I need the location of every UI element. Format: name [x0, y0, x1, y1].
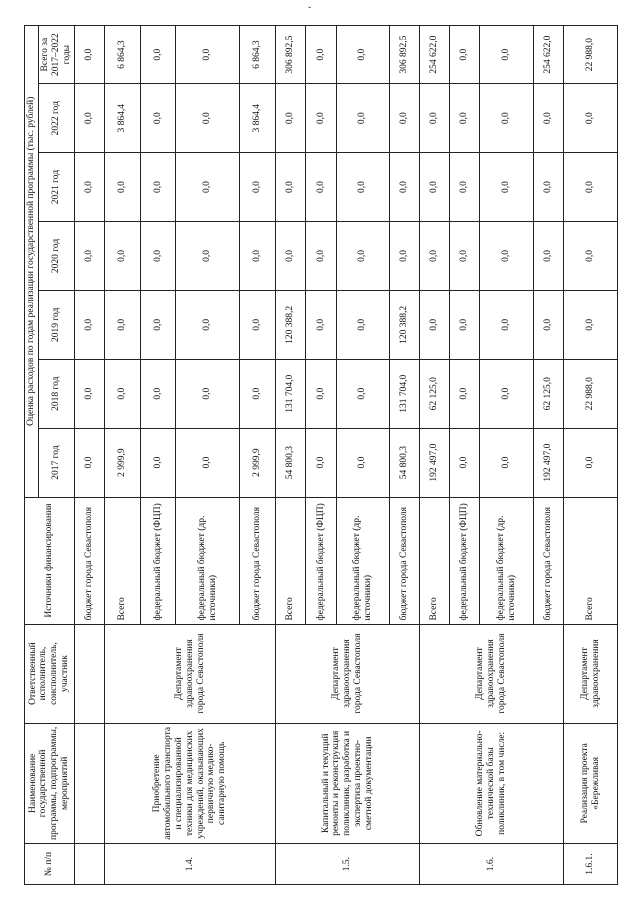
value-cell: 0,0: [534, 153, 564, 222]
row-responsible: Департамент здравоохранения города Севастополя: [104, 624, 276, 723]
row-responsible: Департамент здравоохранения: [564, 624, 618, 723]
header-year: 2022 год: [38, 84, 74, 153]
value-cell: 306 892,5: [390, 26, 420, 84]
value-cell: 0,0: [306, 359, 336, 428]
value-cell: 0,0: [176, 290, 240, 359]
value-cell: 3 864,4: [240, 84, 276, 153]
value-cell: 0,0: [176, 84, 240, 153]
value-cell: 0,0: [336, 153, 390, 222]
row-responsible: Департамент здравоохранения города Севастополя: [276, 624, 420, 723]
source-cell: федеральный бюджет (ФЦП): [450, 497, 480, 624]
value-cell: 0,0: [534, 290, 564, 359]
value-cell: 131 704,0: [276, 359, 306, 428]
value-cell: 0,0: [390, 153, 420, 222]
value-cell: 0,0: [564, 290, 618, 359]
value-cell: 0,0: [240, 359, 276, 428]
table-row: [104, 26, 140, 885]
value-cell: 0,0: [336, 222, 390, 291]
value-cell: 0,0: [450, 153, 480, 222]
source-cell: Всего: [104, 497, 140, 624]
value-cell: 192 497,0: [534, 428, 564, 497]
header-year: 2018 год: [38, 359, 74, 428]
value-cell: 0,0: [104, 222, 140, 291]
row-number: 1.6.: [420, 844, 564, 885]
value-cell: 62 125,0: [534, 359, 564, 428]
value-cell: 0,0: [450, 222, 480, 291]
value-cell: 0,0: [176, 26, 240, 84]
header-year: 2020 год: [38, 222, 74, 291]
source-cell: бюджет города Севастополя: [74, 497, 104, 624]
value-cell: 0,0: [336, 359, 390, 428]
source-cell: федеральный бюджет (др. источники): [336, 497, 390, 624]
source-cell: федеральный бюджет (др. источники): [480, 497, 534, 624]
value-cell: 0,0: [534, 84, 564, 153]
header-num: № п/п: [25, 844, 75, 885]
value-cell: 0,0: [240, 153, 276, 222]
value-cell: 0,0: [534, 222, 564, 291]
value-cell: 0,0: [306, 84, 336, 153]
value-cell: 0,0: [74, 153, 104, 222]
value-cell: 54 800,3: [276, 428, 306, 497]
source-cell: федеральный бюджет (др. источники): [176, 497, 240, 624]
value-cell: 3 864,4: [104, 84, 140, 153]
value-cell: 0,0: [480, 359, 534, 428]
value-cell: 0,0: [450, 359, 480, 428]
value-cell: 0,0: [74, 222, 104, 291]
value-cell: 0,0: [276, 84, 306, 153]
value-cell: 0,0: [74, 26, 104, 84]
value-cell: 131 704,0: [390, 359, 420, 428]
header-total: Всего за 2017–2022 годы: [38, 26, 74, 84]
header-year: 2021 год: [38, 153, 74, 222]
value-cell: 0,0: [140, 359, 176, 428]
value-cell: 22 988,0: [564, 26, 618, 84]
value-cell: 0,0: [450, 428, 480, 497]
header-year: 2017 год: [38, 428, 74, 497]
row-number: 1.4.: [104, 844, 276, 885]
value-cell: 0,0: [276, 222, 306, 291]
value-cell: 0,0: [480, 290, 534, 359]
budget-table: [24, 25, 618, 885]
value-cell: 0,0: [564, 222, 618, 291]
value-cell: 0,0: [306, 222, 336, 291]
value-cell: 0,0: [420, 153, 450, 222]
value-cell: 0,0: [480, 222, 534, 291]
value-cell: 0,0: [74, 359, 104, 428]
value-cell: 0,0: [176, 359, 240, 428]
value-cell: 6 864,3: [240, 26, 276, 84]
value-cell: 0,0: [450, 84, 480, 153]
row-name: Капитальный и текущий ремонты и реконструкция поликлиник, разработка и экспертиза проектно-сметной документации: [276, 723, 420, 844]
value-cell: 0,0: [480, 26, 534, 84]
value-cell: 62 125,0: [420, 359, 450, 428]
header-name: Наименование государственной программы, подпрограммы, мероприятий: [25, 723, 75, 844]
value-cell: 0,0: [104, 359, 140, 428]
value-cell: 0,0: [336, 26, 390, 84]
value-cell: 0,0: [306, 290, 336, 359]
header-responsible: Ответственный исполнитель, соисполнитель, участник: [25, 624, 75, 723]
value-cell: 0,0: [336, 290, 390, 359]
value-cell: 0,0: [306, 428, 336, 497]
value-cell: 22 988,0: [564, 359, 618, 428]
value-cell: 0,0: [74, 290, 104, 359]
value-cell: 54 800,3: [390, 428, 420, 497]
value-cell: 0,0: [276, 153, 306, 222]
value-cell: 120 388,2: [276, 290, 306, 359]
row-number: 1.5.: [276, 844, 420, 885]
budget-table-rotated: [24, 25, 618, 885]
value-cell: 306 892,5: [276, 26, 306, 84]
value-cell: 0,0: [564, 153, 618, 222]
value-cell: 254 622,0: [534, 26, 564, 84]
value-cell: 2 999,9: [104, 428, 140, 497]
value-cell: 0,0: [390, 222, 420, 291]
value-cell: 0,0: [240, 222, 276, 291]
value-cell: 0,0: [390, 84, 420, 153]
value-cell: 192 497,0: [420, 428, 450, 497]
value-cell: 0,0: [564, 428, 618, 497]
source-cell: федеральный бюджет (ФЦП): [140, 497, 176, 624]
header-estimate: Оценка расходов по годам реализации государственной программы (тыс. рублей): [25, 26, 39, 498]
source-cell: Всего: [564, 497, 618, 624]
value-cell: 0,0: [74, 428, 104, 497]
header-year: 2019 год: [38, 290, 74, 359]
value-cell: 0,0: [480, 153, 534, 222]
value-cell: 0,0: [336, 84, 390, 153]
value-cell: 6 864,3: [104, 26, 140, 84]
value-cell: 0,0: [450, 290, 480, 359]
source-cell: Всего: [420, 497, 450, 624]
source-cell: бюджет города Севастополя: [390, 497, 420, 624]
row-name: Реализация проекта «Бережливая: [564, 723, 618, 844]
value-cell: 0,0: [140, 26, 176, 84]
value-cell: 0,0: [176, 428, 240, 497]
table-row: [74, 26, 104, 885]
table-row: [276, 26, 306, 885]
value-cell: 0,0: [104, 153, 140, 222]
row-name: Приобретение автомобильного транспорта и специализированной техники для медицинских учреждений, оказывающих первичную медико-санитарную помощь: [104, 723, 276, 844]
source-cell: федеральный бюджет (ФЦП): [306, 497, 336, 624]
value-cell: 254 622,0: [420, 26, 450, 84]
source-cell: бюджет города Севастополя: [534, 497, 564, 624]
value-cell: 0,0: [104, 290, 140, 359]
value-cell: 0,0: [176, 153, 240, 222]
table-row: [420, 26, 450, 885]
value-cell: 0,0: [306, 26, 336, 84]
value-cell: 0,0: [480, 84, 534, 153]
value-cell: 0,0: [140, 290, 176, 359]
value-cell: 0,0: [140, 84, 176, 153]
source-cell: бюджет города Севастополя: [240, 497, 276, 624]
value-cell: 0,0: [140, 153, 176, 222]
value-cell: 0,0: [306, 153, 336, 222]
value-cell: 0,0: [420, 84, 450, 153]
value-cell: 0,0: [176, 222, 240, 291]
header-source: Источники финансирования: [25, 497, 75, 624]
value-cell: 120 388,2: [390, 290, 420, 359]
value-cell: 0,0: [74, 84, 104, 153]
value-cell: 0,0: [420, 290, 450, 359]
row-name: Обновление материально-технической базы поликлиник, в том числе:: [420, 723, 564, 844]
value-cell: 0,0: [140, 428, 176, 497]
value-cell: 0,0: [480, 428, 534, 497]
value-cell: 0,0: [564, 84, 618, 153]
value-cell: 0,0: [420, 222, 450, 291]
value-cell: 0,0: [450, 26, 480, 84]
value-cell: 0,0: [140, 222, 176, 291]
value-cell: 0,0: [336, 428, 390, 497]
table-row: [564, 26, 618, 885]
value-cell: 2 999,9: [240, 428, 276, 497]
source-cell: Всего: [276, 497, 306, 624]
row-number: 1.6.1.: [564, 844, 618, 885]
value-cell: 0,0: [240, 290, 276, 359]
page-mark: ˘: [308, 6, 312, 17]
row-responsible: Департамент здравоохранения города Севастополя: [420, 624, 564, 723]
